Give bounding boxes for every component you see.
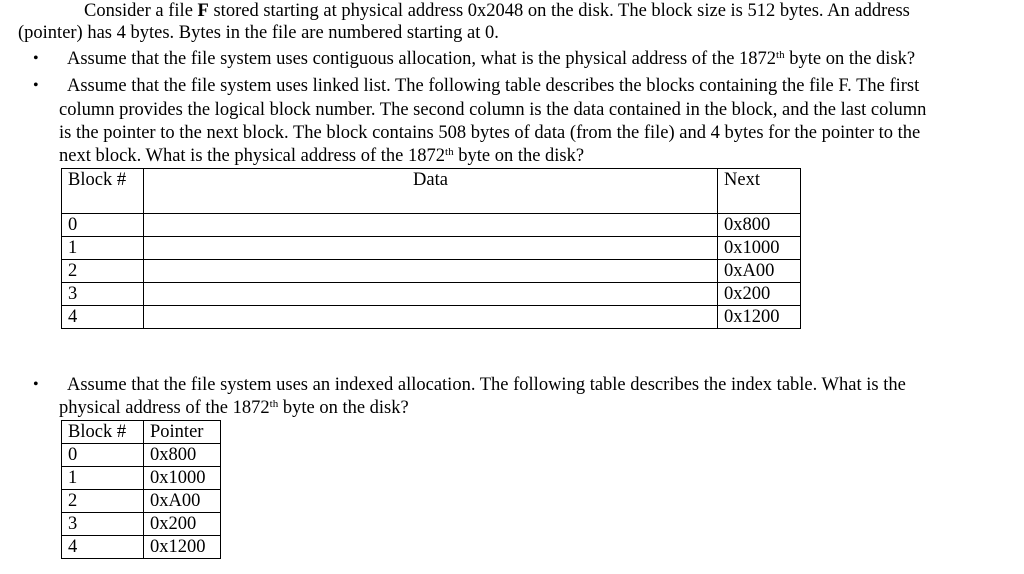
q1-bullet: • (33, 50, 39, 67)
block-cell: 3 (62, 283, 144, 306)
table-row (62, 283, 801, 306)
q2-line-4-a: next block. What is the physical address of the 1872 (59, 146, 446, 166)
q3-line-2-b: byte on the disk? (278, 398, 409, 418)
data-cell (144, 237, 718, 260)
table-row (62, 237, 801, 260)
intro-line-1 (84, 0, 910, 22)
data-cell (144, 214, 718, 237)
table-row (62, 214, 801, 237)
pointer-cell: 0x800 (144, 444, 221, 467)
table-header-row (62, 421, 221, 444)
block-cell: 2 (62, 490, 144, 513)
table-row (62, 490, 221, 513)
block-cell: 1 (62, 237, 144, 260)
table-header-row (62, 169, 801, 214)
table-row (62, 536, 221, 559)
data-cell (144, 306, 718, 329)
q1-text (67, 48, 915, 70)
table-row (62, 306, 801, 329)
block-cell: 4 (62, 306, 144, 329)
pointer-cell: 0x1000 (144, 467, 221, 490)
pointer-cell: 0x200 (144, 513, 221, 536)
q2-bullet: • (33, 77, 39, 94)
q1-sup: th (776, 49, 785, 61)
q2-line-1: Assume that the file system uses linked list. The following table describes the blocks containing the file F. The first (67, 76, 920, 96)
q2-line-4-b: byte on the disk? (453, 146, 585, 166)
block-cell: 4 (62, 536, 144, 559)
intro-text-c: stored starting at physical address 0x2048 on the disk. The block size is 512 bytes. An address (208, 1, 910, 21)
q3-line-2 (59, 397, 409, 419)
linked-list-table (61, 168, 801, 329)
header-pointer: Pointer (144, 421, 221, 444)
q3-bullet: • (33, 376, 39, 393)
file-name: F (197, 1, 209, 21)
next-cell: 0x800 (718, 214, 801, 237)
block-cell: 3 (62, 513, 144, 536)
header-block: Block # (62, 169, 144, 214)
pointer-cell: 0xA00 (144, 490, 221, 513)
next-cell: 0x1200 (718, 306, 801, 329)
next-cell: 0x200 (718, 283, 801, 306)
intro-text-a: Consider a file (84, 1, 198, 21)
intro-line-2: (pointer) has 4 bytes. Bytes in the file are numbered starting at 0. (18, 23, 499, 43)
q2-sup: th (445, 146, 454, 158)
block-cell: 2 (62, 260, 144, 283)
q2-line-3: is the pointer to the next block. The block contains 508 bytes of data (from the file) and 4 bytes for the pointer to the (59, 123, 921, 143)
index-table (61, 420, 221, 559)
table-row (62, 467, 221, 490)
q3-sup: th (269, 398, 279, 410)
block-cell: 0 (62, 214, 144, 237)
header-block: Block # (62, 421, 144, 444)
header-data: Data (144, 169, 718, 214)
q1-text-a: Assume that the file system uses contiguous allocation, what is the physical address of the 1872 (67, 49, 777, 69)
next-cell: 0x1000 (718, 237, 801, 260)
data-cell (144, 260, 718, 283)
data-cell (144, 283, 718, 306)
q3-line-2-a: physical address of the 1872 (59, 398, 270, 418)
table-row (62, 513, 221, 536)
table-row (62, 260, 801, 283)
block-cell: 0 (62, 444, 144, 467)
next-cell: 0xA00 (718, 260, 801, 283)
header-next: Next (718, 169, 801, 214)
q3-line-1: Assume that the file system uses an indexed allocation. The following table describes the index table. What is the (67, 375, 906, 395)
block-cell: 1 (62, 467, 144, 490)
pointer-cell: 0x1200 (144, 536, 221, 559)
q2-line-2: column provides the logical block number. The second column is the data contained in the block, and the last column (59, 100, 927, 120)
q1-text-b: byte on the disk? (784, 49, 916, 69)
q2-line-4 (59, 145, 584, 167)
table-row (62, 444, 221, 467)
